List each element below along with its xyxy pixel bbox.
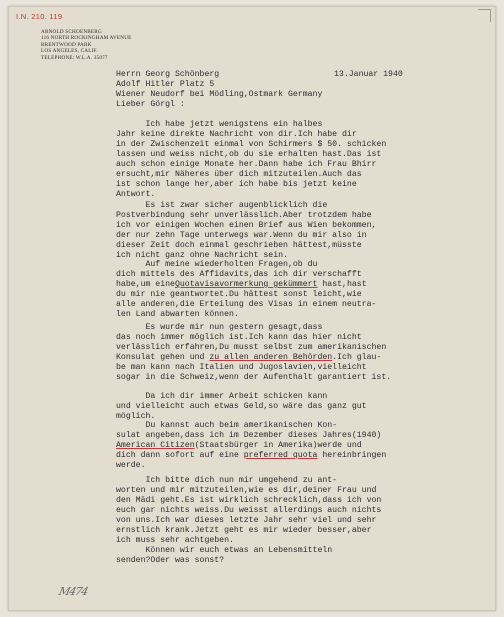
text-line: ich nicht ganz ohne Nachricht sein. <box>116 251 288 260</box>
text-line: dich mittels des Affidavits,das ich dir verschafft <box>116 270 362 279</box>
text-line: Jahr keine direkte Nachricht von dir.Ich habe dir <box>116 130 357 139</box>
corner-mark <box>478 9 491 22</box>
text-line: habe,um eineQuotavisavormerkung gekümmert hast,hast <box>116 280 367 289</box>
text-line: alle anderen,die Erteilung des Visas in einem neutra- <box>116 300 377 309</box>
text-line: von uns.Ich war dieses letzte Jahr sehr viel und sehr <box>116 516 377 525</box>
letterhead <box>41 29 132 61</box>
red-underline-annotation: preferred quota <box>243 451 318 460</box>
text-line: Da ich dir immer Arbeit schicken kann <box>116 392 328 401</box>
text-line: Ich bitte dich nun mir umgehend zu ant- <box>116 476 338 485</box>
letterhead-line: LOS ANGELES, CALIF. <box>41 48 98 55</box>
address-line: Herrn Georg Schönberg <box>116 70 220 79</box>
paragraph <box>116 421 386 471</box>
text-line: Postverbindung sehr unverlässlich.Aber trotzdem habe <box>116 211 372 220</box>
paragraph <box>116 476 381 566</box>
paragraph <box>116 260 376 320</box>
text-line: American Citizen(Staatsbürger in Amerika)werde und <box>116 441 362 450</box>
red-underline-annotation: Quotavisavormerkung gekümmert <box>174 280 318 289</box>
paragraph <box>116 392 367 422</box>
letter-page <box>8 6 496 611</box>
text-line: und vielleicht auch etwas Geld,so wäre das ganz gut <box>116 402 367 411</box>
paragraph <box>116 201 376 261</box>
text-line: len Land abwarten können. <box>116 310 239 319</box>
text-line: senden?Oder was sonst? <box>116 556 225 565</box>
text-line: Es wurde mir nun gestern gesagt,dass <box>116 323 323 332</box>
text-line: werde. <box>116 461 146 470</box>
red-underline-annotation: zu allen anderen Behörden <box>209 353 333 362</box>
text-line: sulat angeben,dass ich im Dezember dieses Jahres(1940) <box>116 431 382 440</box>
text-line: ernstlich krank.Jetzt geht es mir wieder besser,aber <box>116 526 372 535</box>
text-line: be man kann nach Italien und Jugoslavien,vielleicht <box>116 363 367 372</box>
text-line: das noch immer möglich ist.Ich kann das hier nicht <box>116 333 362 342</box>
archive-number: I.N. 210. 119 <box>16 12 63 21</box>
letter-date: 13.Januar 1940 <box>334 70 403 79</box>
text-line: der nur zehn Tage unterwegs war.Wenn du mir also in <box>116 231 367 240</box>
letterhead-line: BRENTWOOD PARK <box>41 41 92 48</box>
letterhead-line: TELEPHONE: W.L.A. 35077 <box>41 54 108 61</box>
text-line: Können wir euch etwas an Lebensmitteln <box>116 546 333 555</box>
paragraph <box>116 323 391 383</box>
salutation: Lieber Görgl : <box>116 100 185 109</box>
text-line: ersucht,mir Näheres über dich mitzuteilen.Auch das <box>116 170 362 179</box>
red-underline-annotation: American Citizen <box>116 441 195 450</box>
address-line: Adolf Hitler Platz 5 <box>116 80 215 89</box>
text-line: Auf meine wiederholten Fragen,ob du <box>116 260 318 269</box>
letterhead-line: 116 NORTH ROCKINGHAM AVENUE <box>41 35 132 42</box>
recipient-address <box>116 70 322 110</box>
text-line: in der Zwischenzeit einmal von Schirmers $ 50. schicken <box>116 140 387 149</box>
address-line: Wiener Neudorf bei Mödling,Ostmark Germany <box>116 90 323 99</box>
signature-scribble: Μ474 <box>57 585 89 598</box>
text-line: möglich. <box>116 412 156 421</box>
text-line: du mir nie geantwortet.Du hättest sonst leicht,wie <box>116 290 362 299</box>
text-line: worten und mir mitzuteilen,wie es dir,deiner Frau und <box>116 486 377 495</box>
text-line: sogar in die Schweiz,wenn der Aufenthalt garantiert ist. <box>116 373 392 382</box>
text-line: Konsulat gehen und zu allen anderen Behörden.Ich glau- <box>116 353 382 362</box>
text-line: den Mädi geht.Es ist wirklich schrecklich,dass ich von <box>116 496 382 505</box>
paragraph <box>116 120 386 200</box>
text-line: Ich habe jetzt wenigstens ein halbes <box>116 120 323 129</box>
text-line: dich dann sofort auf eine preferred quota hereinbringen <box>116 451 387 460</box>
text-line: Es ist zwar sicher augenblicklich die <box>116 201 328 210</box>
text-line: auch schon einige Monate her.Dann habe ich Frau Bhirr <box>116 160 377 169</box>
text-line: ich vor einigen Wochen einen Brief aus Wien bekommen, <box>116 221 377 230</box>
text-line: verlässlich erfahren,Du musst selbst zum amerikanischen <box>116 343 387 352</box>
text-line: ich muss sehr achtgeben. <box>116 536 234 545</box>
text-line: lassen und weiss nicht,ob du sie erhalten hast.Das ist <box>116 150 382 159</box>
text-line: euch gar nichts weiss.Du weisst allerdings auch nichts <box>116 506 382 515</box>
text-line: Du kannst auch beim amerikanischen Kon- <box>116 421 338 430</box>
letterhead-line: ARNOLD SCHOENBERG <box>41 29 102 35</box>
text-line: Antwort. <box>116 190 156 199</box>
text-line: ist schon lange her,aber ich habe bis jetzt keine <box>116 180 357 189</box>
text-line: dieser Zeit doch einmal geschrieben hättest,müsste <box>116 241 362 250</box>
